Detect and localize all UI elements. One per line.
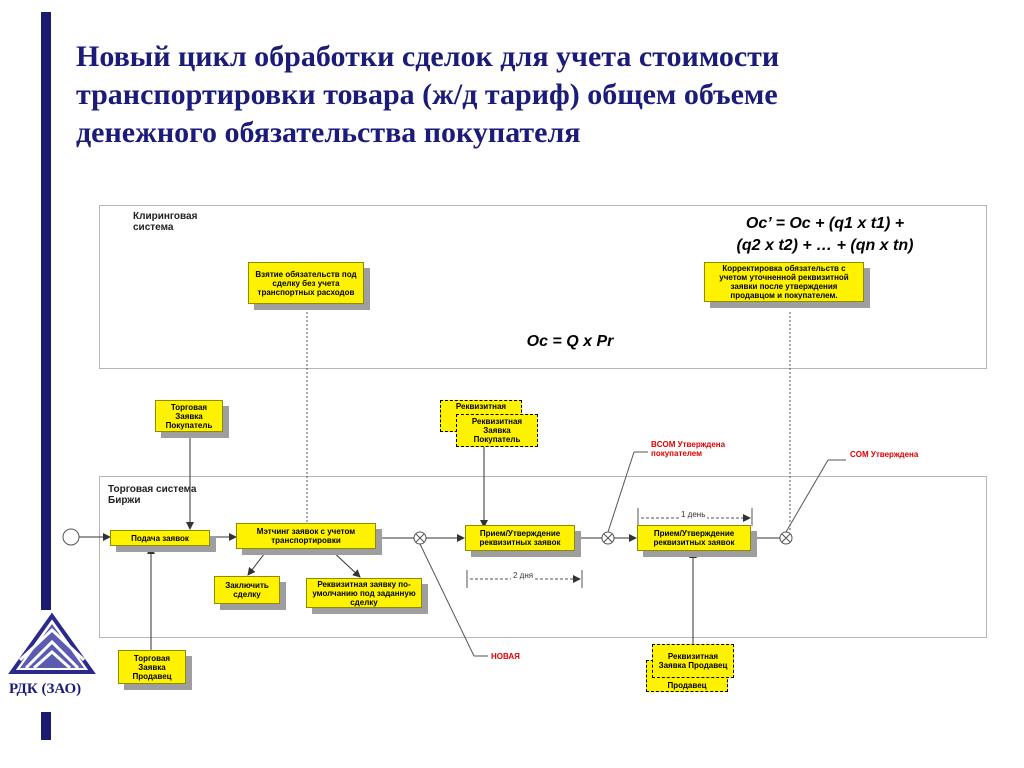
bcom-approved-annotation: BCOM Утверждена покупателем	[651, 440, 726, 458]
page-title	[76, 38, 1016, 152]
accept-requisite-box-2: Прием/Утверждение реквизитных заявок	[637, 525, 751, 551]
clearing-lane-label: Клиринговая система	[133, 211, 198, 233]
left-bar-bottom	[41, 712, 51, 740]
logo-label: РДК (ЗАО)	[9, 681, 82, 697]
take-obligations-box: Взятие обязательств под сделку без учета транспортных расходов	[248, 262, 364, 304]
buyer-trade-order-box: Торговая Заявка Покупатель	[155, 400, 223, 432]
seller-requisite-front-label: Продавец	[667, 681, 707, 690]
buyer-requisite-back-label: Реквизитная	[455, 402, 507, 411]
seller-requisite-back-box: Реквизитная Заявка Продавец	[652, 644, 734, 678]
duration-two-days: 2 дня	[513, 571, 534, 580]
formula-adjusted-line-2: (q2 x t2) + … + (qn x tn)	[736, 237, 914, 254]
duration-one-day: 1 день	[681, 510, 706, 519]
accept-requisite-box-1: Прием/Утверждение реквизитных заявок	[465, 525, 575, 551]
title-line-1: Новый цикл обработки сделок для учета стоимости	[76, 40, 780, 73]
matching-box: Мэтчинг заявок с учетом транспортировки	[236, 523, 376, 549]
start-event-icon	[63, 529, 79, 545]
submit-orders-box: Подача заявок	[110, 530, 210, 546]
exchange-lane	[99, 476, 987, 638]
formula-adjusted	[690, 213, 960, 257]
title-line-3: денежного обязательства покупателя	[76, 116, 581, 149]
left-bar-top	[41, 12, 51, 610]
formula-base: Oc = Q x Pr	[526, 333, 614, 350]
buyer-requisite-front-box: Реквизитная Заявка Покупатель	[456, 414, 538, 447]
conclude-deal-box: Заключить сделку	[214, 576, 280, 604]
adjust-obligations-box: Корректировка обязательств с учетом уточненной реквизитной заявки после утверждения продавцом и покупателем.	[704, 262, 864, 302]
default-requisite-box: Реквизитная заявку по-умолчанию под заданную сделку	[306, 578, 422, 608]
formula-adjusted-line-1: Oc’ = Oc + (q1 x t1) +	[745, 215, 905, 232]
title-line-2: транспортировки товара (ж/д тариф) общем объеме	[76, 78, 778, 111]
exchange-lane-label: Торговая система Биржи	[108, 484, 197, 506]
seller-trade-order-box: Торговая Заявка Продавец	[118, 650, 186, 684]
new-annotation: НОВАЯ	[491, 652, 520, 661]
com-approved-annotation: COM Утверждена	[850, 450, 919, 459]
